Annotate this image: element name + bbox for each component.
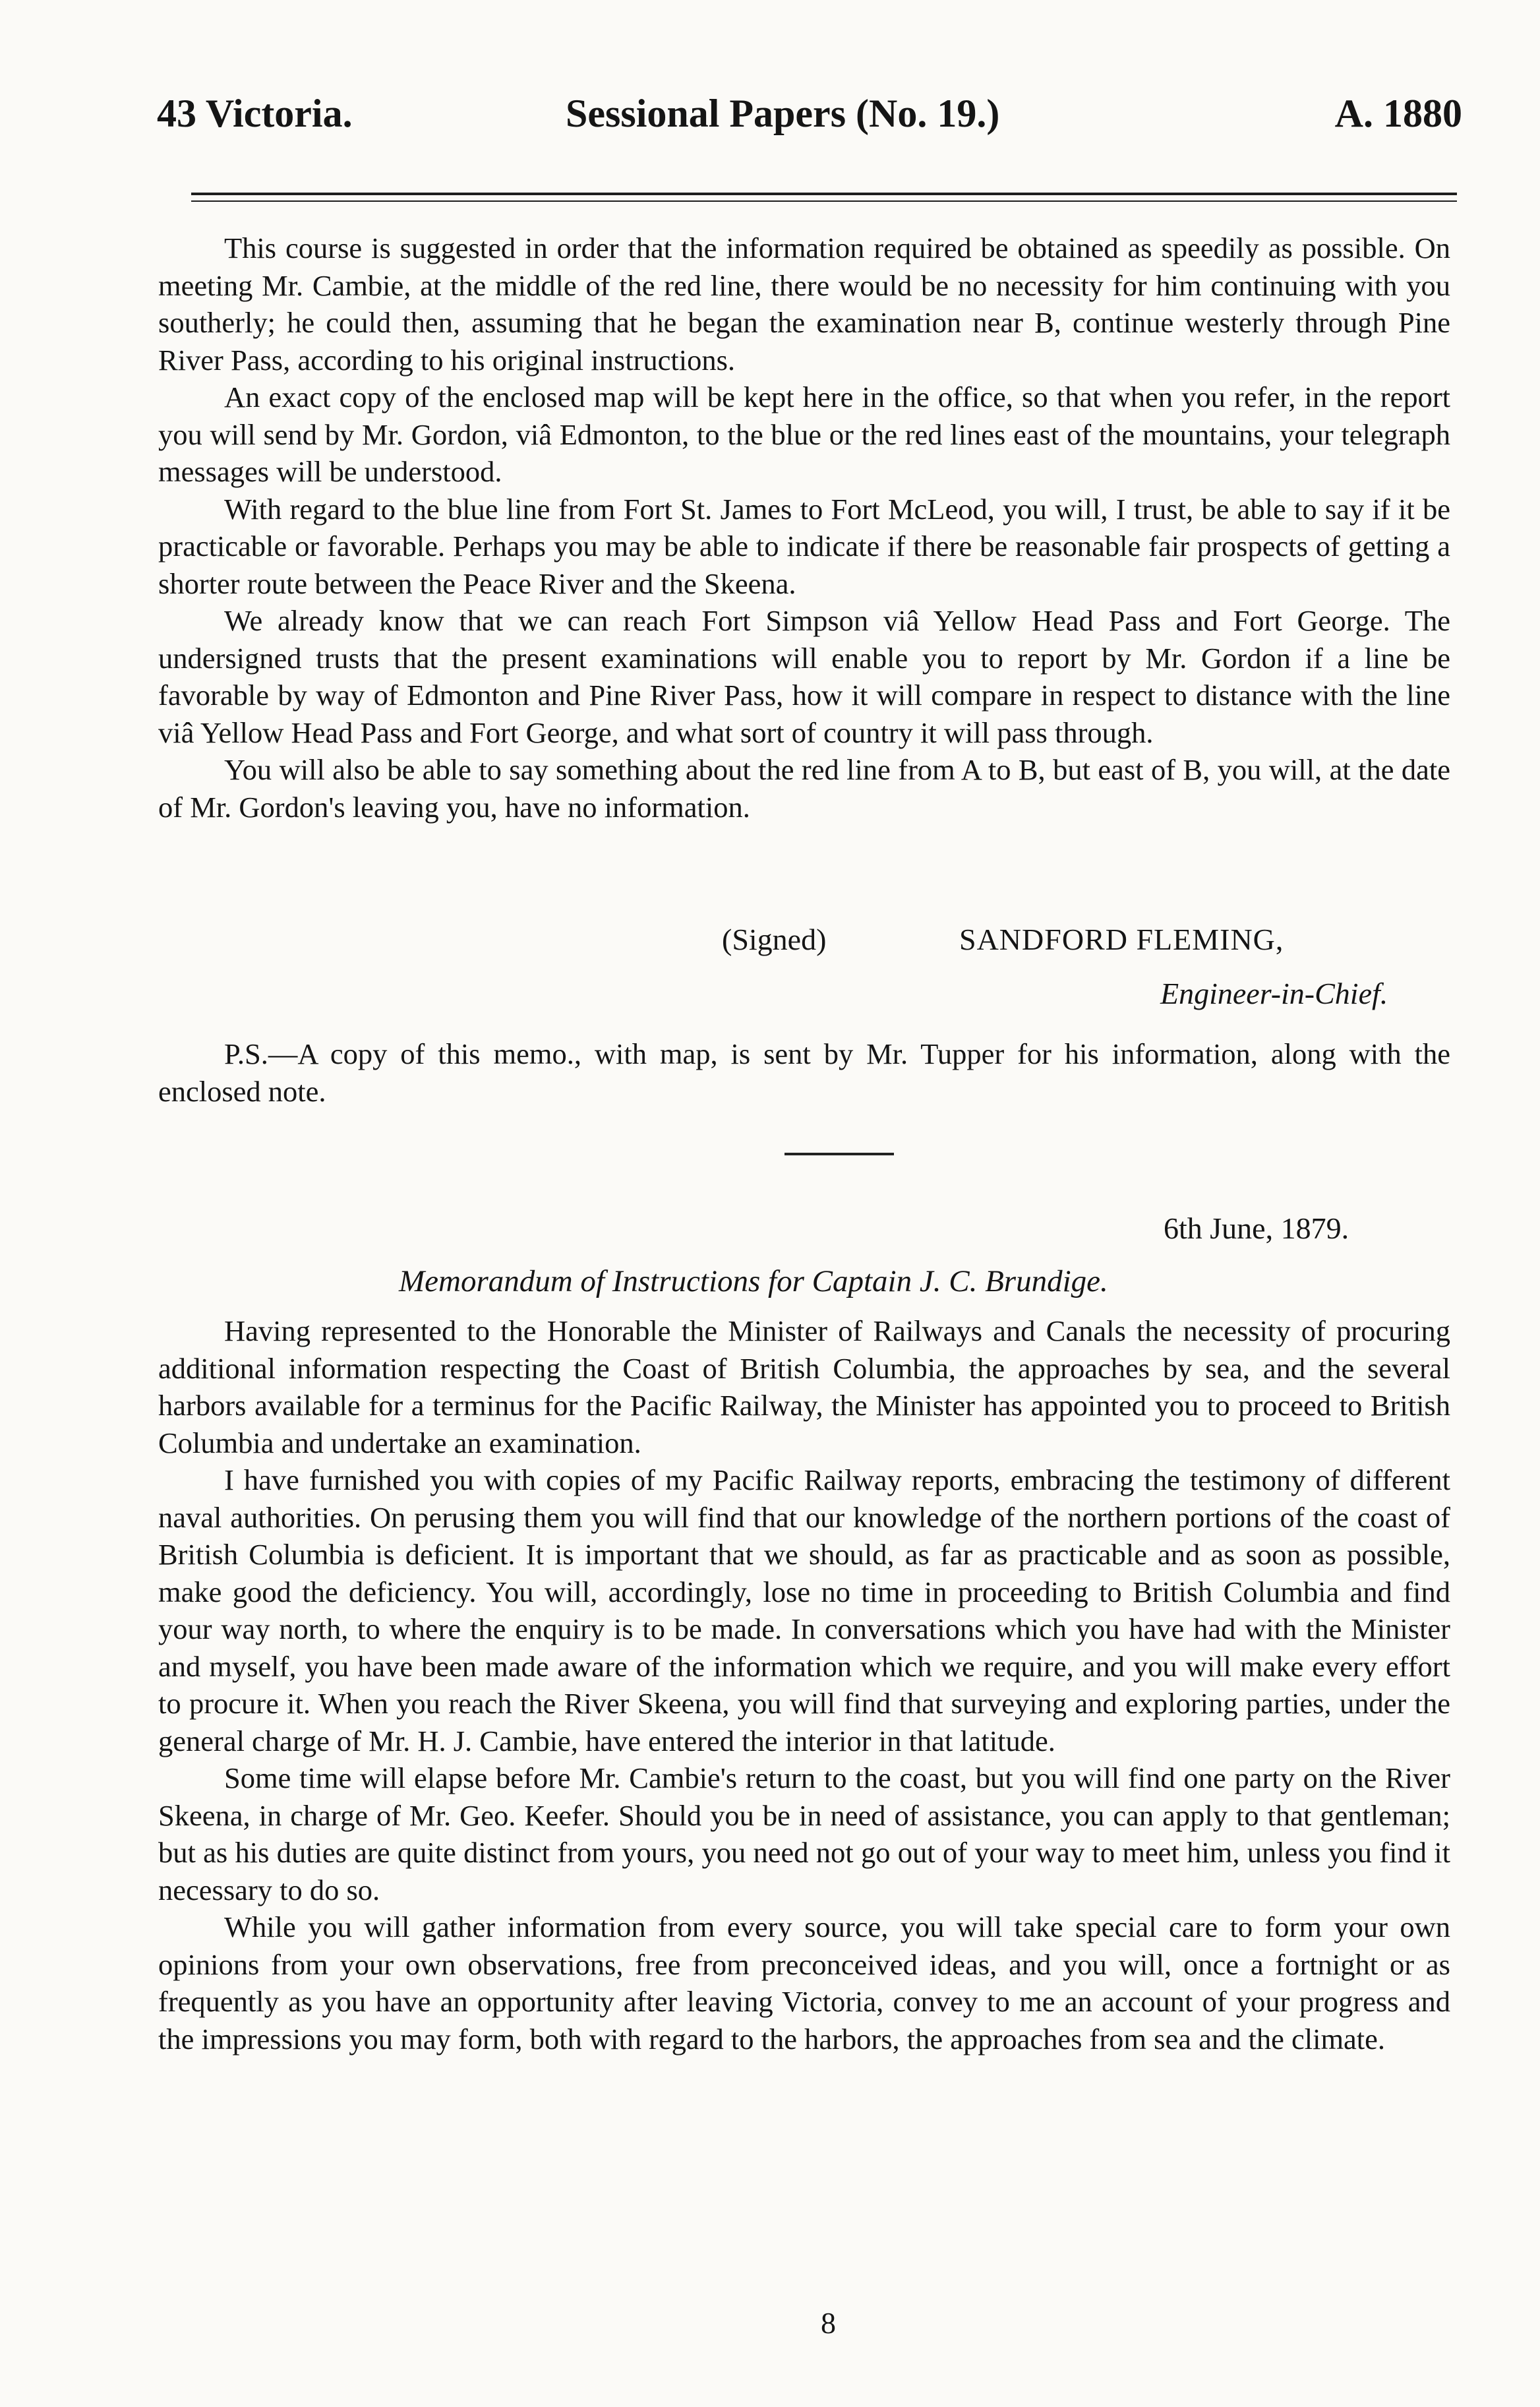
paragraph: Having represented to the Honorable the Minister of Railways and Canals the necessity of procuring additional information respecting the Coast of British Columbia, the approaches by sea, and the several harbors available for a terminus for the Pacific Railway, the Minister has appointed you to proceed to British Columbia and undertake an examination.: [158, 1314, 1450, 1459]
paragraph: You will also be able to say something about the red line from A to B, but east of B, you will, at the date of Mr. Gordon's leaving you, have no information.: [158, 753, 1450, 824]
signature-block: [722, 922, 1447, 961]
paragraph: With regard to the blue line from Fort St. James to Fort McLeod, you will, I trust, be able to say if it be practicable or favorable. Perhaps you may be able to indicate if there be reasonable fair prospects of getting a shorter route between the Peace River and the Skeena.: [158, 492, 1450, 600]
paragraph: While you will gather information from every source, you will take special care to form your own opinions from your own observations, free from preconceived ideas, and you will, once a fortnight or as frequently as you have an opportunity after leaving Victoria, convey to me an account of your progress and the impressions you may form, both with regard to the harbors, the approaches from sea and the climate.: [158, 1910, 1450, 2056]
header-year: A. 1880: [1334, 92, 1462, 135]
header-sessional-papers: Sessional Papers (No. 19.): [566, 92, 1000, 135]
page-number: 8: [821, 2306, 836, 2340]
paragraph: Some time will elapse before Mr. Cambie's return to the coast, but you will find one party on the River Skeena, in charge of Mr. Geo. Keefer. Should you be in need of assistance, you can apply to that gentleman; but as his duties are quite distinct from yours, you need not go out of your way to meet him, unless you find it necessary to do so.: [158, 1761, 1450, 1906]
letter-body: [158, 229, 1450, 826]
section-divider: [785, 1153, 894, 1155]
memo-title: Memorandum of Instructions for Captain J. C. Brundige.: [399, 1264, 1108, 1298]
running-head: [157, 91, 1462, 150]
header-rule-thick: [191, 193, 1457, 195]
header-rule-thin: [191, 200, 1457, 202]
paragraph: We already know that we can reach Fort Simpson viâ Yellow Head Pass and Fort George. The undersigned trusts that the present examinations will enable you to report by Mr. Gordon if a line be favorable by way of Edmonton and Pine River Pass, how it will compare in respect to distance with the line viâ Yellow Head Pass and Fort George, and what sort of country it will pass through.: [158, 604, 1450, 749]
paragraph: An exact copy of the enclosed map will be kept here in the office, so that when you refer, in the report you will send by Mr. Gordon, viâ Edmonton, to the blue or the red lines east of the mountains, your telegraph messages will be understood.: [158, 381, 1450, 488]
postscript-text: P.S.—A copy of this memo., with map, is sent by Mr. Tupper for his information, along with the enclosed note.: [158, 1037, 1450, 1108]
signed-label: (Signed): [722, 923, 827, 956]
header-volume: 43 Victoria.: [157, 92, 353, 135]
paragraph: This course is suggested in order that the information required be obtained as speedily as possible. On meeting Mr. Cambie, at the middle of the red line, there would be no necessity for him continuing with you southerly; he could then, assuming that he began the examination near B, continue westerly through Pine River Pass, according to his original instructions.: [158, 231, 1450, 377]
postscript: [158, 1035, 1450, 1110]
signatory-name: SANDFORD FLEMING,: [959, 923, 1284, 956]
memo-body: [158, 1312, 1450, 2057]
memo-date: 6th June, 1879.: [1164, 1211, 1349, 1245]
signatory-title: Engineer-in-Chief.: [1160, 977, 1388, 1010]
paragraph: I have furnished you with copies of my Pacific Railway reports, embracing the testimony of different naval authorities. On perusing them you will find that our knowledge of the northern portions of the coast of British Columbia is deficient. It is important that we should, as far as practicable and as soon as possible, make good the deficiency. You will, accordingly, lose no time in proceeding to British Columbia and find your way north, to where the enquiry is to be made. In conversations which you have had with the Minister and myself, you have been made aware of the information which we require, and you will make every effort to procure it. When you reach the River Skeena, you will find that surveying and exploring parties, under the general charge of Mr. H. J. Cambie, have entered the interior in that latitude.: [158, 1463, 1450, 1757]
